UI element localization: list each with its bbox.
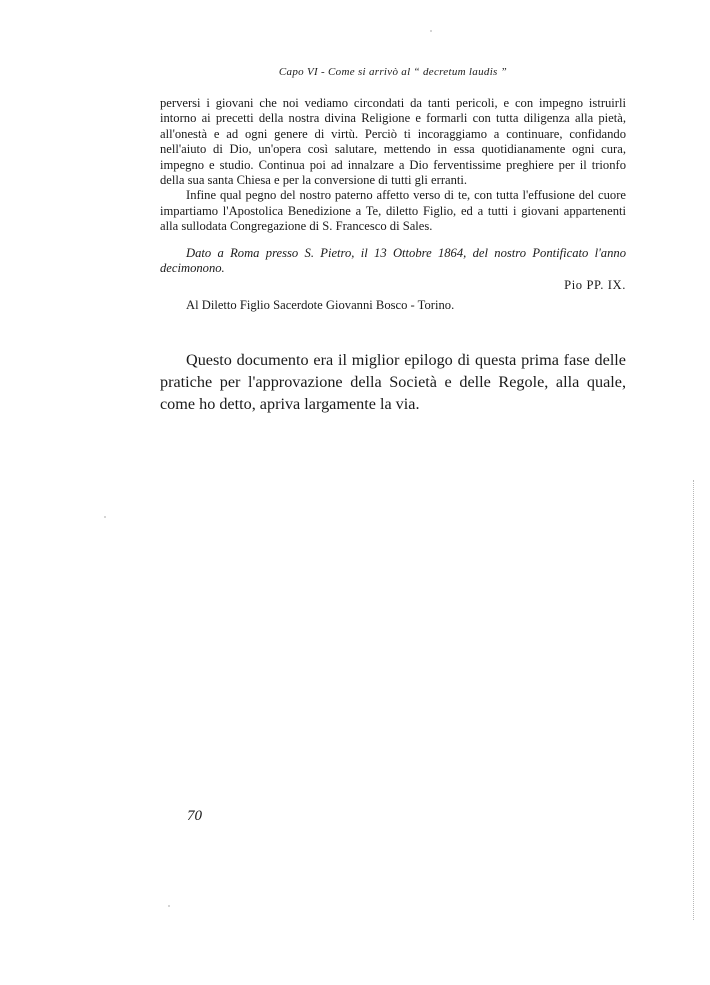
page-number: 70 xyxy=(187,808,202,824)
scan-speck xyxy=(104,516,106,518)
letter-dateline: Dato a Roma presso S. Pietro, il 13 Ottobre 1864, del nostro Pontificato l'anno decimonono. xyxy=(160,245,626,276)
body-paragraph: Questo documento era il miglior epilogo di questa prima fase delle pratiche per l'approvazione della Società e delle Regole, alla quale, come ho detto, apriva largamente la via. xyxy=(160,351,626,413)
letter-paragraph: Infine qual pegno del nostro paterno affetto verso di te, con tutta l'effusione del cuore impartiamo l'Apostolica Benedizione a Te, diletto Figlio, ed a tutti i giovani appartenenti alla sullodata Congregazione di S. Francesco di Sales. xyxy=(160,188,626,234)
scan-speck xyxy=(168,905,170,907)
scan-speck xyxy=(430,30,432,32)
letter-paragraph: perversi i giovani che noi vediamo circondati da tanti pericoli, e con impegno istruirli intorno ai precetti della nostra divina Religione e formarli con tutta diligenza alla pietà, all'onestà e ad ogni genere di virtù. Perciò ti incoraggiamo a continuare, confidando nell'aiuto di Dio, un'opera così salutare, mettendo in essa quotidianamente ogni cura, impegno e studio. Continua poi ad innalzare a Dio ferventissime preghiere per il trionfo della sua santa Chiesa e per la conversione di tutti gli erranti. xyxy=(160,96,626,188)
main-text xyxy=(160,349,626,415)
page-edge-shadow xyxy=(693,480,694,920)
papal-letter xyxy=(160,96,626,313)
letter-signature: Pio PP. IX. xyxy=(564,278,626,293)
letter-addressee: Al Diletto Figlio Sacerdote Giovanni Bosco - Torino. xyxy=(186,297,455,312)
running-head: Capo VI - Come si arrivò al “ decretum laudis ” xyxy=(278,66,508,78)
